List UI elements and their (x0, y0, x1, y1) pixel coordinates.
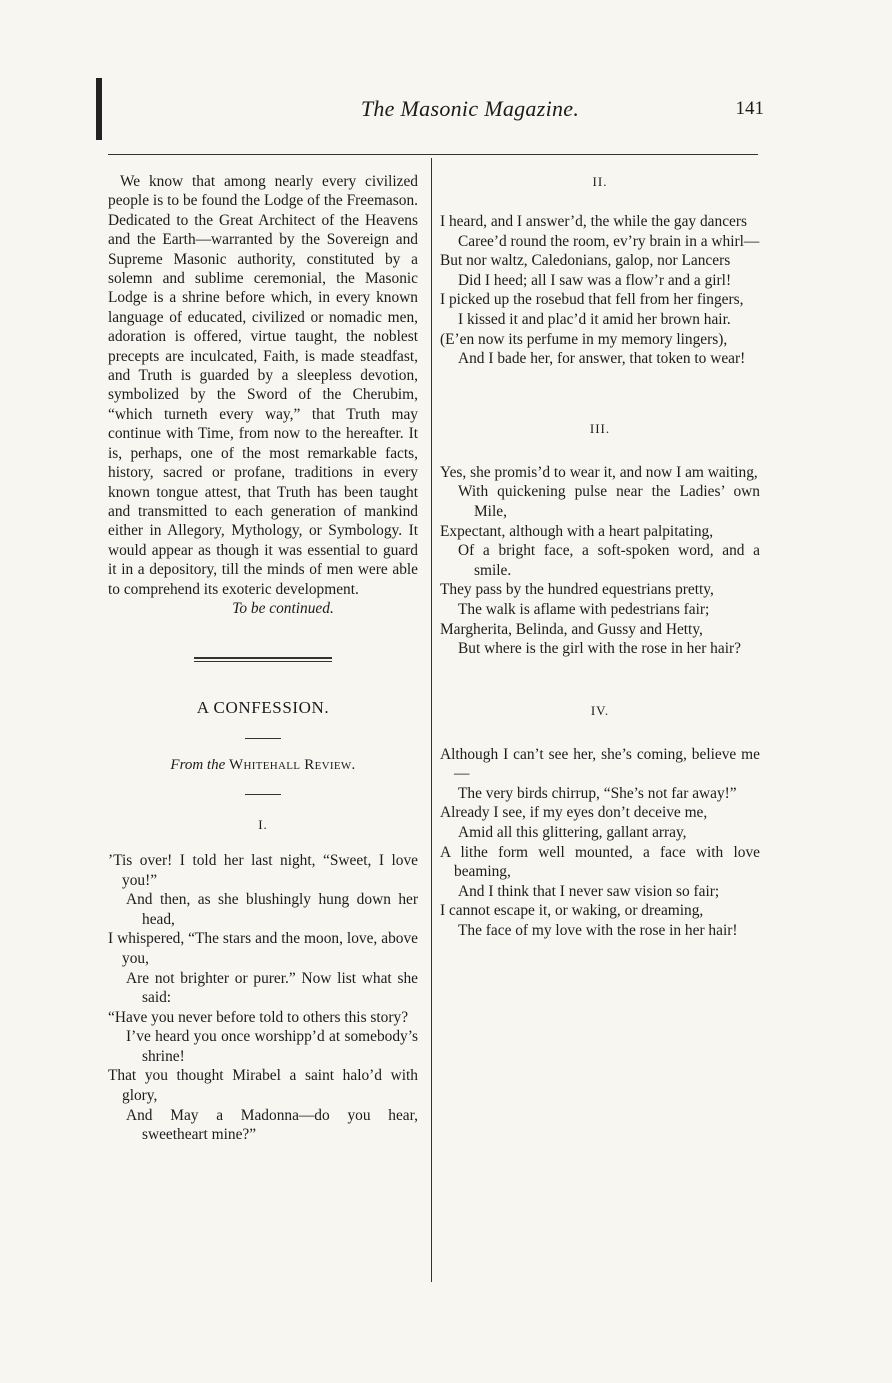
stanza-2 (440, 174, 760, 369)
stanza-lines (440, 745, 760, 941)
stanza-numeral: IV. (590, 702, 610, 718)
margin-mark (96, 78, 102, 140)
column-divider (431, 158, 432, 1282)
stanza-3 (440, 421, 760, 659)
poem-line: Caree’d round the room, ev’ry brain in a whirl— (458, 232, 760, 250)
to-be-continued: To be continued. (232, 599, 334, 617)
poem-line: I picked up the rosebud that fell from her fingers, (440, 291, 744, 309)
article-continuation-paragraph: We know that among nearly every civilized people is to be found the Lodge of the Freemason. Dedicated to the Great Architect of the Heavens and the Earth—warranted by the Sovereign and Supreme Masonic authority, constituted by a solemn and sublime ceremonial, the Masonic Lodge is a shrine before which, in every known language of educated, civilized or nomadic men, adoration is offered, virtue taught, the noblest precepts are inculcated, Faith, is made steadfast, and Truth is guarded by a sleepless devotion, symbolized by the Sword of the Cherubim, “which turneth every way,” that Truth may continue with Time, from now to the hereafter. It is, perhaps, one of the most remarkable facts, history, sacred or profane, traditions in every known tongue attest, that Truth has been taught and transmitted to each generation of mankind either in Allegory, Mythology, or Symbology. It would appear as though it was essential to guard it in a depository, till the minds of men were able to comprehend its exoteric development. (108, 173, 418, 598)
poem-line: With quickening pulse near the Ladies’ own Mile, (458, 483, 760, 520)
left-column (108, 168, 418, 1145)
poem-line: A lithe form well mounted, a face with love beaming, (440, 843, 760, 881)
section-divider (194, 657, 332, 662)
poem-line: And then, as she blushingly hung down her head, (126, 891, 418, 928)
source-name: Whitehall Review. (229, 756, 356, 773)
poem-line: Yes, she promis’d to wear it, and now I am waiting, (440, 463, 758, 481)
poem-line: Already I see, if my eyes don’t deceive me, (440, 804, 708, 822)
stanza-1 (108, 817, 418, 1145)
poem-line: I’ve heard you once worshipp’d at somebody’s shrine! (126, 1028, 418, 1065)
poem-line: Although I can’t see her, she’s coming, believe me— (440, 745, 760, 783)
poem-line: Of a bright face, a soft-spoken word, and a smile. (458, 542, 760, 579)
poem-line: Amid all this glittering, gallant array, (458, 824, 687, 842)
poem-line: (E’en now its perfume in my memory lingers), (440, 330, 728, 348)
poem-line: ’Tis over! I told her last night, “Sweet, I love you!” (108, 851, 418, 889)
source-rule (245, 794, 281, 795)
stanza-numeral: III. (589, 420, 611, 436)
stanza-numeral: I. (258, 816, 268, 832)
poem-line: Margherita, Belinda, and Gussy and Hetty, (440, 620, 703, 638)
poem-line: Expectant, although with a heart palpitating, (440, 522, 714, 540)
page-number: 141 (735, 98, 764, 119)
title-rule (245, 738, 281, 739)
poem-line: I whispered, “The stars and the moon, love, above you, (108, 930, 418, 967)
poem-line: But nor waltz, Caledonians, galop, nor Lancers (440, 252, 731, 270)
source-prefix: From the (170, 756, 226, 773)
stanza-4 (440, 703, 760, 941)
page-header (108, 96, 764, 136)
stanza-lines (440, 212, 760, 369)
poem-line: And I think that I never saw vision so fair; (458, 882, 720, 900)
header-rule (108, 154, 758, 155)
poem-line: The face of my love with the rose in her hair! (458, 922, 738, 940)
poem-line: Are not brighter or purer.” Now list what she said: (126, 969, 418, 1007)
poem-line: But where is the girl with the rose in her hair? (458, 640, 741, 658)
poem-line: That you thought Mirabel a saint halo’d with glory, (108, 1067, 418, 1105)
stanza-lines (440, 463, 760, 659)
article-title: A CONFESSION. (196, 697, 330, 717)
poem-line: I cannot escape it, or waking, or dreaming, (440, 902, 704, 920)
poem-line: Did I heed; all I saw was a flow’r and a girl! (458, 271, 732, 289)
poem-line: “Have you never before told to others this story? (108, 1008, 409, 1026)
poem-line: And May a Madonna—do you hear, sweetheart mine?” (126, 1106, 418, 1144)
poem-line: The very birds chirrup, “She’s not far away!” (458, 784, 737, 802)
article-source (108, 757, 418, 774)
stanza-numeral: II. (592, 174, 608, 189)
poem-line: I kissed it and plac’d it amid her brown hair. (458, 310, 731, 328)
running-title: The Masonic Magazine. (360, 96, 580, 121)
right-column (440, 168, 760, 941)
poem-line: And I bade her, for answer, that token to wear! (458, 350, 746, 368)
stanza-lines (108, 851, 418, 1145)
poem-line: They pass by the hundred equestrians pretty, (440, 581, 714, 599)
poem-line: I heard, and I answer’d, the while the gay dancers (440, 213, 747, 230)
poem-line: The walk is aflame with pedestrians fair; (458, 600, 710, 618)
